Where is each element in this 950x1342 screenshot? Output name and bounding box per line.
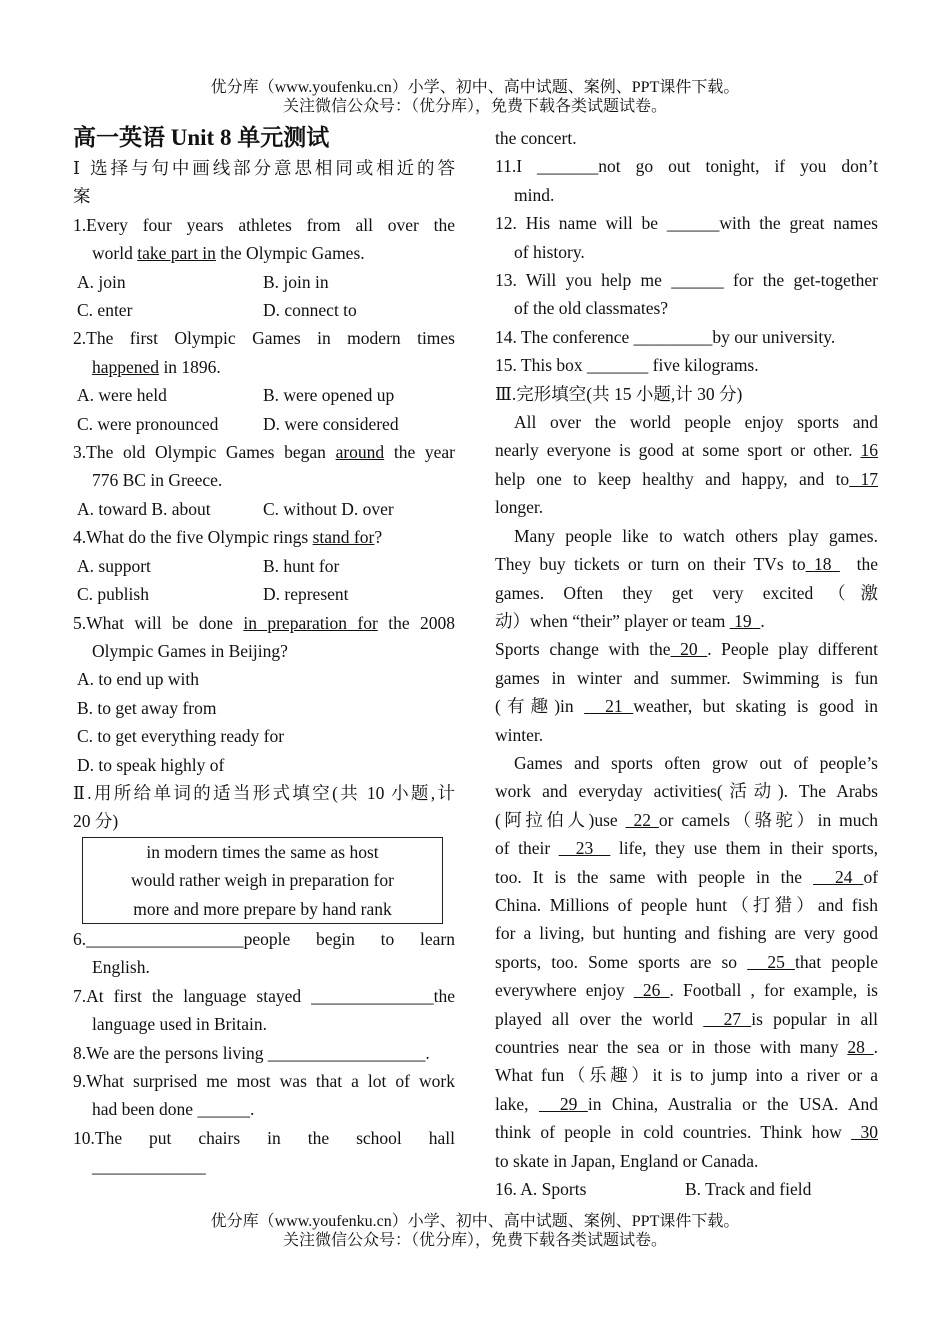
question-6: 6.__________________people begin to learn	[73, 928, 455, 949]
option: B. to get away from	[77, 697, 217, 718]
passage-line	[495, 806, 878, 834]
option: B. Track and field	[685, 1179, 812, 1200]
section-2-heading: Ⅱ.用所给单词的适当形式填空(共 10 小题,计	[73, 782, 455, 803]
blank-number: 19	[729, 610, 761, 631]
passage-line	[495, 522, 878, 550]
passage-text: games. Often they get very excited（激	[495, 582, 878, 603]
option: C. without D. over	[263, 498, 394, 519]
passage-line	[495, 607, 878, 635]
q4-text: 4.What do the five Olympic rings	[73, 527, 313, 548]
question-9: 9.What surprised me most was that a lot of work	[73, 1071, 455, 1091]
question-12: 12. His name will be ______with the great names	[495, 213, 878, 234]
q4-options-ab	[73, 552, 455, 580]
passage-text: Many people like to watch others play games.	[514, 525, 878, 546]
blank-number: 23	[558, 838, 611, 859]
option: 16. A. Sports	[495, 1179, 587, 1200]
q1-text: world	[92, 243, 138, 264]
passage-line	[495, 692, 878, 720]
passage-text: that people	[795, 951, 878, 972]
passage-text: sports, too. Some sports are so	[495, 951, 748, 972]
passage-text: for a living, but hunting and fishing are very good	[495, 923, 878, 944]
q3-options	[73, 495, 455, 523]
question-5	[73, 609, 455, 637]
blank-number: 30	[851, 1122, 879, 1143]
question-1-cont	[73, 239, 455, 267]
passage-text: or camels（骆驼）in much	[658, 809, 879, 830]
question-11-cont: mind.	[514, 184, 555, 205]
passage-text: of their	[495, 838, 559, 859]
option: C. enter	[77, 300, 133, 321]
passage-text: nearly everyone is good at some sport or other.	[495, 440, 861, 461]
question-2-cont	[73, 353, 455, 381]
passage-line	[495, 493, 878, 521]
passage-line	[495, 863, 878, 891]
blank-number: 26	[633, 980, 670, 1001]
passage-line	[495, 891, 878, 919]
q3-underlined: around	[335, 442, 385, 463]
passage-text: help one to keep healthy and happy, and to	[495, 468, 850, 489]
left-column	[73, 123, 455, 1181]
passage-text: Sports change with the	[495, 639, 671, 660]
question-7-cont: language used in Britain.	[92, 1014, 267, 1035]
passage-text: lake,	[495, 1093, 539, 1114]
passage-text: All over the world people enjoy sports and	[514, 412, 878, 433]
question-3	[73, 438, 455, 466]
passage-text: life, they use them in their sports,	[610, 838, 878, 859]
question-11: 11.I _______not go out tonight, if you don’t	[495, 156, 878, 177]
passage-line	[495, 1005, 878, 1033]
question-12-cont: of history.	[514, 241, 585, 262]
page-header	[0, 78, 950, 116]
word-box-line: more and more prepare by hand rank	[133, 898, 392, 919]
q4-underlined: stand for	[312, 527, 375, 548]
header-line-1: 优分库（www.youfenku.cn）小学、初中、高中试题、案例、PPT课件下载。	[210, 79, 740, 96]
q2-underlined: happened	[92, 356, 160, 377]
q2-text-end: in 1896.	[159, 356, 221, 377]
passage-text: played all over the world	[495, 1008, 704, 1029]
passage-text: is popular in all	[751, 1008, 878, 1029]
passage-text: .	[760, 610, 765, 631]
passage-text: (阿拉伯人)use	[495, 809, 626, 830]
q1-options-ab	[73, 268, 455, 296]
option: B. hunt for	[263, 555, 340, 576]
word-box-line: would rather weigh in preparation for	[131, 870, 394, 891]
option: B. were opened up	[263, 385, 395, 406]
question-13: 13. Will you help me ______ for the get-together	[495, 270, 878, 291]
passage-line	[495, 749, 878, 777]
blank-number: 24	[813, 866, 864, 887]
blank-number: 29	[538, 1093, 588, 1114]
passage-line	[495, 948, 878, 976]
option: A. to end up with	[77, 669, 200, 690]
passage-line	[495, 408, 878, 436]
question-2: 2.The first Olympic Games in modern times	[73, 328, 455, 349]
blank-number: 18	[805, 554, 840, 575]
passage-line	[495, 976, 878, 1004]
blank-number: 21	[584, 696, 634, 717]
page-footer	[0, 1212, 950, 1250]
option: A. toward B. about	[77, 498, 211, 519]
passage-line	[495, 1147, 878, 1175]
passage-text: to skate in Japan, England or Canada.	[495, 1150, 759, 1171]
option: A. support	[77, 555, 151, 576]
q1-text-end: the Olympic Games.	[215, 243, 365, 264]
passage-text: 动）when “their” player or team	[495, 610, 730, 631]
page-title: 高一英语 Unit 8 单元测试	[73, 125, 330, 150]
passage-text: longer.	[495, 497, 544, 518]
passage-text: in China, Australia or the USA. And	[587, 1093, 879, 1114]
blank-number: 16	[860, 440, 878, 461]
q16-options	[495, 1175, 878, 1203]
q1-options-cd	[73, 296, 455, 324]
passage-line	[495, 436, 878, 464]
passage-text: everywhere enjoy	[495, 980, 634, 1001]
passage-text: weather, but skating is good in	[633, 696, 878, 717]
word-box-line: in modern times the same as host	[146, 841, 379, 862]
section-3-heading: Ⅲ.完形填空(共 15 小题,计 30 分)	[495, 383, 743, 404]
q3-text: 3.The old Olympic Games began	[73, 442, 336, 463]
option: C. were pronounced	[77, 413, 219, 434]
passage-text: . People play different	[707, 639, 879, 660]
blank-number: 22	[625, 809, 659, 830]
option: A. join	[77, 271, 126, 292]
question-9-cont: had been done ______.	[92, 1099, 255, 1120]
passage-text: countries near the sea or in those with many	[495, 1037, 848, 1057]
option: D. were considered	[263, 413, 399, 434]
section-2-heading-cont: 20 分)	[73, 811, 119, 832]
passage-line	[495, 664, 878, 692]
passage-text: the	[839, 554, 878, 575]
header-line-2: 关注微信公众号：（优分库），免费下载各类试题试卷。	[282, 98, 667, 115]
passage-line	[495, 721, 878, 749]
question-4	[73, 523, 455, 551]
footer-line-1: 优分库（www.youfenku.cn）小学、初中、高中试题、案例、PPT课件下载。	[210, 1213, 740, 1230]
blank-number: 17	[849, 468, 878, 489]
blank-number: 25	[747, 951, 795, 972]
passage-text: (有趣)in	[495, 696, 585, 717]
passage-line	[495, 919, 878, 947]
passage-text: .	[873, 1037, 879, 1057]
passage-line	[495, 465, 878, 493]
question-13-cont: of the old classmates?	[514, 298, 669, 319]
passage-line	[495, 777, 878, 805]
passage-line	[495, 1061, 878, 1089]
passage-line	[495, 1090, 878, 1118]
q2-options-cd	[73, 410, 455, 438]
passage-text: China. Millions of people hunt（打猎）and fish	[495, 894, 878, 915]
blank-number: 28	[847, 1037, 874, 1057]
passage-line	[495, 1118, 878, 1146]
word-box	[82, 837, 443, 924]
passage-line	[495, 635, 878, 663]
passage-line	[495, 834, 878, 862]
option: D. represent	[263, 584, 349, 605]
question-8: 8.We are the persons living __________________.	[73, 1042, 430, 1063]
blank-number: 20	[670, 639, 708, 660]
option: C. to get everything ready for	[77, 726, 285, 747]
question-7: 7.At first the language stayed ______________the	[73, 985, 455, 1006]
q5-text-end: the 2008	[377, 612, 455, 633]
option: D. connect to	[263, 300, 357, 321]
question-3-cont: 776 BC in Greece.	[92, 470, 223, 491]
q5-underlined: in preparation for	[243, 612, 378, 633]
section-1-heading-cont: 案	[73, 186, 91, 207]
right-column	[495, 124, 878, 1203]
passage-text: work and everyday activities(活动). The Arabs	[495, 781, 878, 802]
q2-options-ab	[73, 381, 455, 409]
passage-text: . Football , for example, is	[669, 980, 878, 1001]
blank-number: 27	[703, 1008, 752, 1029]
option: A. were held	[77, 385, 167, 406]
passage-text: Games and sports often grow out of people’s	[514, 752, 878, 773]
passage-text: winter.	[495, 724, 544, 745]
passage-line	[495, 579, 878, 607]
option: D. to speak highly of	[77, 754, 225, 775]
passage-text: think of people in cold countries. Think how	[495, 1122, 852, 1143]
question-10: 10.The put chairs in the school hall	[73, 1127, 455, 1148]
passage-text: games in winter and summer. Swimming is fun	[495, 667, 878, 688]
passage-text: They buy tickets or turn on their TVs to	[495, 554, 806, 575]
passage-text: What fun（乐趣）it is to jump into a river or a	[495, 1065, 878, 1086]
question-10-cont: _____________	[92, 1156, 206, 1177]
passage-line	[495, 550, 878, 578]
question-15: 15. This box _______ five kilograms.	[495, 355, 759, 376]
passage-text: of	[863, 866, 879, 887]
question-5-cont: Olympic Games in Beijing?	[92, 640, 288, 661]
q4-options-cd	[73, 580, 455, 608]
option: C. publish	[77, 584, 149, 605]
question-6-cont: English.	[92, 957, 150, 978]
cloze-passage	[495, 408, 878, 1175]
question-10-end: the concert.	[495, 128, 577, 148]
q4-text-end: ?	[374, 527, 383, 548]
question-14: 14. The conference _________by our university.	[495, 326, 836, 347]
q3-text-end: the year	[384, 442, 455, 463]
section-1-heading: Ⅰ 选择与句中画线部分意思相同或相近的答	[73, 158, 455, 178]
question-1: 1.Every four years athletes from all over the	[73, 214, 455, 235]
q5-text: 5.What will be done	[73, 612, 244, 633]
q1-underlined: take part in	[137, 243, 216, 264]
passage-line	[495, 1033, 878, 1061]
option: B. join in	[263, 271, 329, 292]
passage-text: too. It is the same with people in the	[495, 866, 813, 887]
footer-line-2: 关注微信公众号：（优分库），免费下载各类试题试卷。	[282, 1232, 667, 1249]
